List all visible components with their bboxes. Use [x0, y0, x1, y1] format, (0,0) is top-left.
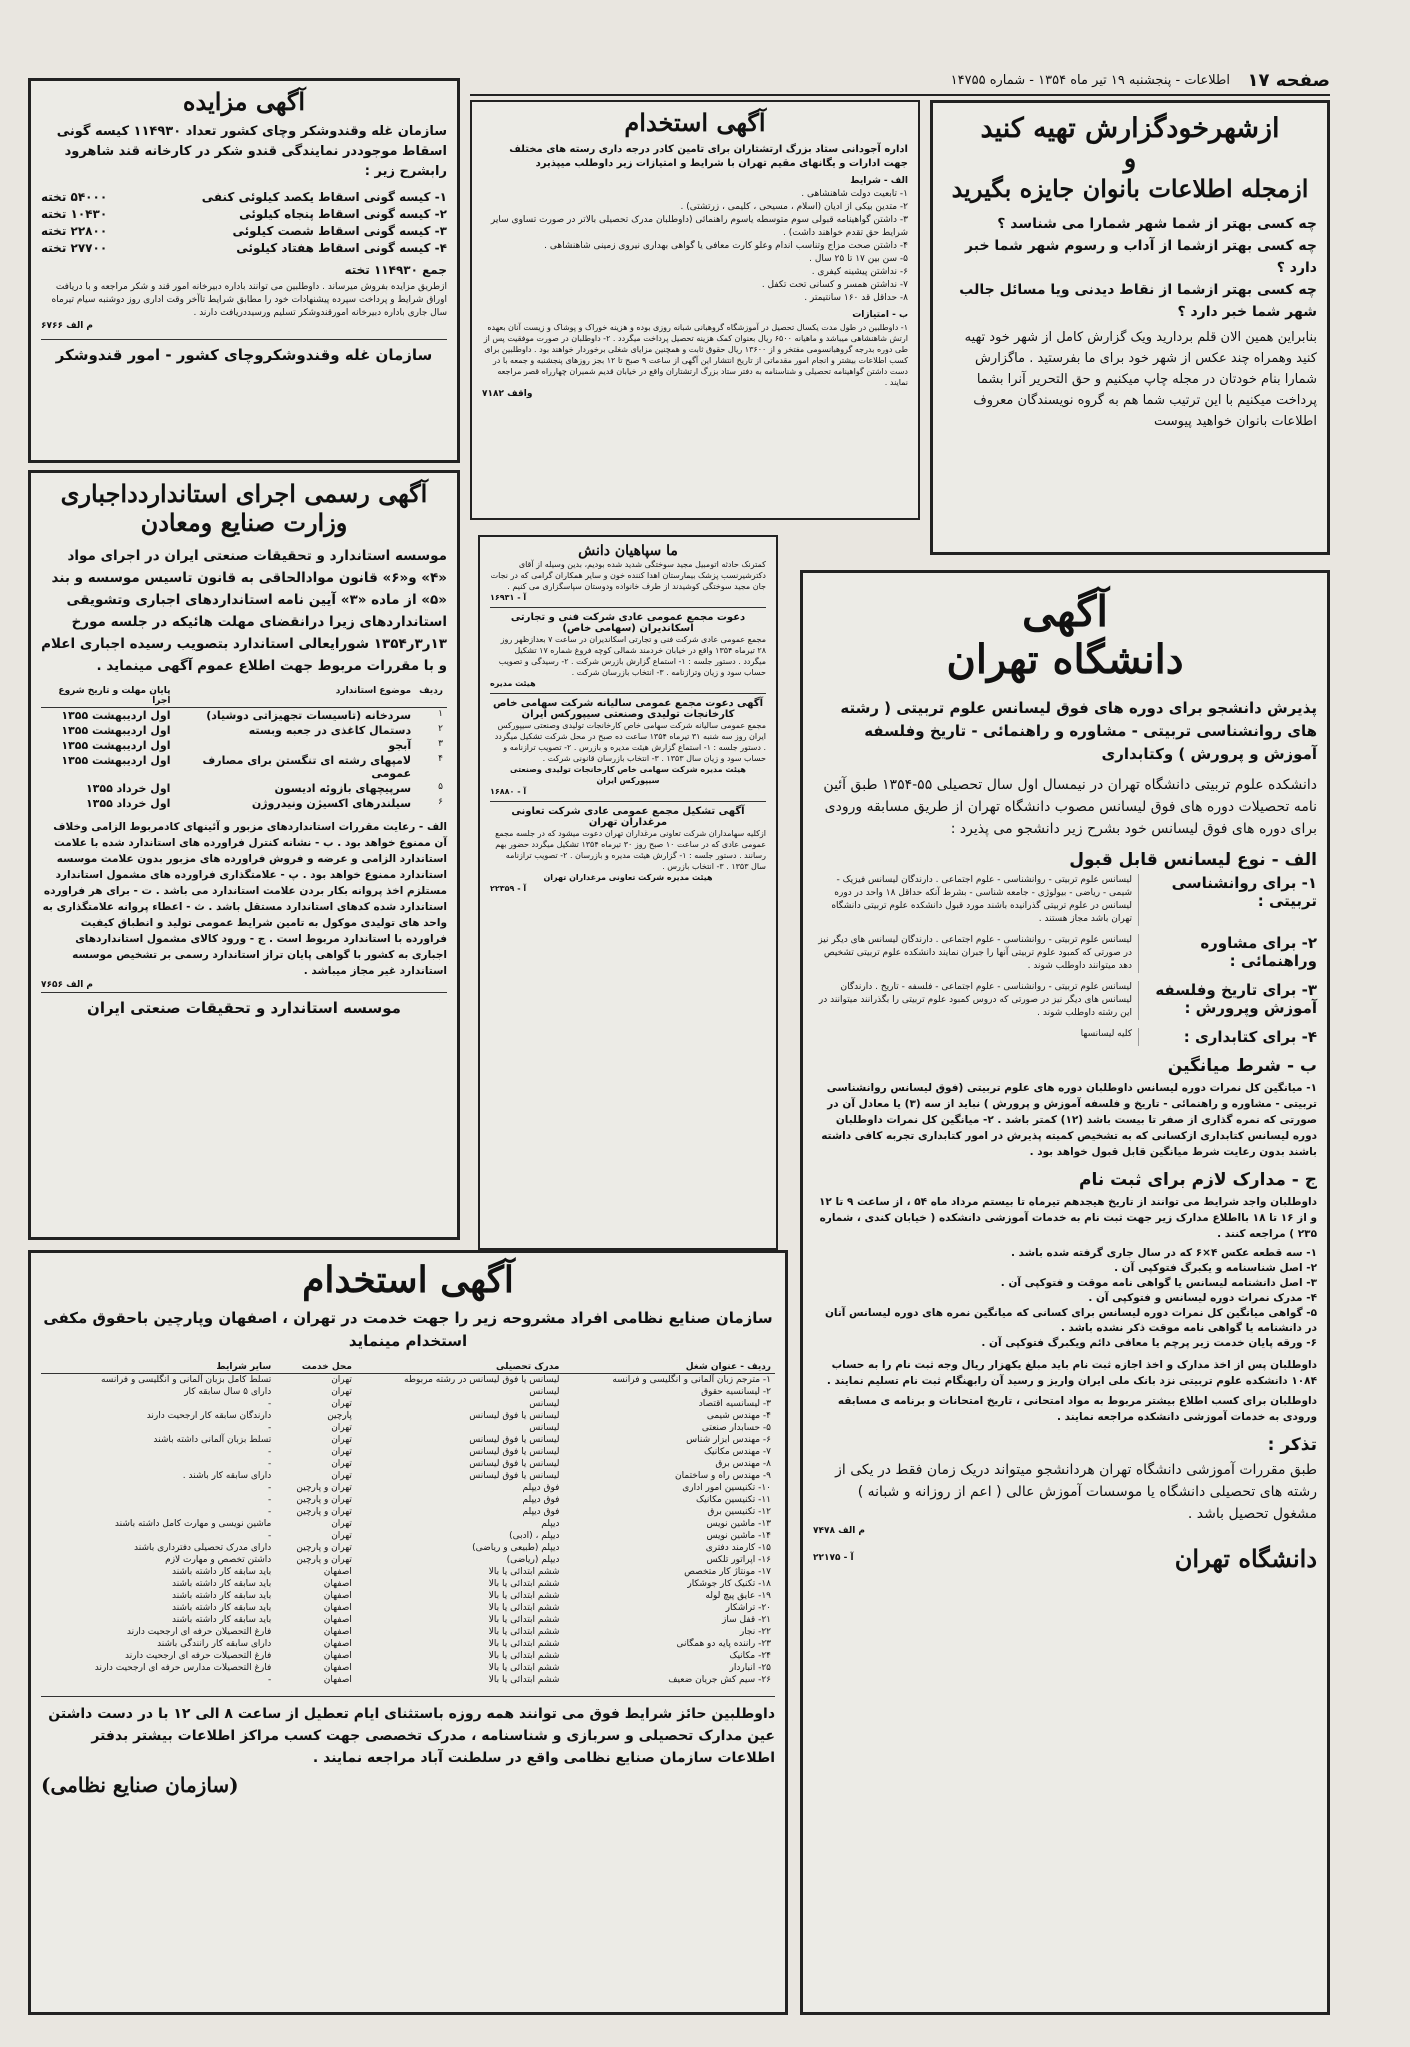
major-item [813, 874, 1317, 926]
table-row [41, 1410, 775, 1422]
cell-job: ۲- لیسانسیه حقوق [701, 1387, 771, 1397]
university-signature: دانشگاه تهران [1174, 1544, 1317, 1573]
cell-other: فارغ التحصیلات حرفه ای ارجحیت دارند [125, 1651, 272, 1661]
col-job: ردیف - عنوان شغل [563, 1361, 775, 1374]
report-contest-ad [930, 100, 1330, 555]
cell-edu: دیپلم [541, 1519, 560, 1529]
cell-job: ۱۱- تکنیسین مکانیک [696, 1495, 771, 1505]
cell-edu: ششم ابتدائی یا بالا [488, 1639, 560, 1649]
standards-title-2: وزارت صنایع ومعادن [140, 508, 348, 537]
auction-title: آگهی مزایده [182, 87, 306, 116]
report-title-2: و [1123, 144, 1137, 174]
cell-job: ۲۰- تراشکار [725, 1603, 771, 1613]
cell-place: تهران و پارچین [296, 1543, 352, 1553]
university-footer [813, 1544, 1317, 1573]
cell-job: ۲۲- نجار [739, 1627, 771, 1637]
page-number: صفحه ۱۷ [1247, 70, 1330, 91]
cell-place: تهران و پارچین [296, 1483, 352, 1493]
university-title-2: دانشگاه تهران [946, 636, 1184, 683]
soldiers-body: کمترنک حادثه اتومبیل مجید سوختگی شدید شده بودیم، بدین وسیله از آقای دکترشیرنسب پزشک بیمارستان اهدا کننده خون و سایر همکاران گرامی که در نجات جان مجید سوختگی کوشیدند از طرف خانواده ودوستان سپاسگزاری می کنیم . [490, 560, 766, 591]
cell-job: ۳- لیسانسیه اقتصاد [698, 1399, 771, 1409]
university-title-1: آگهی [1021, 587, 1109, 636]
table-row: ۴ لامپهای رشته ای تنگستن برای مصارف عمومی اول اردیبهشت ۱۳۵۵ [61, 754, 443, 780]
major-text: لیسانس علوم تربیتی - روانشناسی - علوم اجتماعی . دارندگان لیسانس های دیگر نیز در صورتی که کمبود علوم تربیتی آنها را جبران نمایند دانشکده علوم تربیتی تشخیص دهد میتوانند داوطلب شوند . [813, 934, 1139, 973]
cell-other: - [268, 1447, 272, 1457]
table-row [41, 1638, 775, 1650]
cell-job: ۸- مهندس برق [715, 1459, 771, 1469]
cell-place: تهران [331, 1519, 352, 1529]
cell-other: باید سابقه کار داشته باشند [171, 1603, 272, 1613]
cell-place: اصفهان [323, 1591, 352, 1601]
major-item [813, 1028, 1317, 1046]
table-row [41, 1518, 775, 1530]
table-row: ۵ سرپیچهای بازوئه ادیسون اول خرداد ۱۳۵۵ [85, 782, 443, 795]
cell-other: باید سابقه کار داشته باشند [171, 1567, 272, 1577]
table-row: ۶ سیلندرهای اکسیژن ونیدروژن اول خرداد ۱۳۵۵ [85, 797, 443, 810]
cell-other: - [268, 1483, 272, 1493]
cell-job: ۱- مترجم زبان آلمانی و انگلیسی و فرانسه [612, 1375, 771, 1385]
major-heading: ۱- برای روانشناسی تربیتی : [1171, 874, 1317, 910]
document-item: ۳- اصل دانشنامه لیسانس یا گواهی نامه موقت و فتوکپی آن . [1000, 1277, 1317, 1289]
standards-signature: موسسه استاندارد و تحقیقات صنعتی ایران [41, 992, 447, 1017]
army-conditions-heading: الف - شرایط [850, 176, 908, 186]
report-question-1: چه کسی بهتر از شما شهر شمارا می شناسد ؟ [997, 216, 1317, 232]
standards-title-1: آگهی رسمی اجرای استانداردداجباری [60, 479, 428, 508]
table-row [41, 1482, 775, 1494]
army-condition: ۴- داشتن صحت مزاج وتناسب اندام وعلو کارت معافی یا گواهی بهداری نیروی زمینی شاهنشاهی . [544, 241, 908, 251]
university-lead: پذیرش دانشجو برای دوره های فوق لیسانس علوم تربیتی ( رشته های روانشناسی تربیتی - مشاوره و راهنمائی - تاریخ وفلسفه آموزش و پرورش ) وکتابداری [840, 699, 1317, 763]
cell-other: تسلط کامل بزبان آلمانی و انگلیسی و فرانسه [100, 1375, 272, 1385]
army-condition: ۶- نداشتن پیشینه کیفری . [811, 267, 908, 277]
cell-edu: ششم ابتدائی یا بالا [488, 1579, 560, 1589]
issue-info: اطلاعات - پنجشنبه ۱۹ تیر ماه ۱۳۵۴ - شماره ۱۴۷۵۵ [950, 73, 1230, 88]
military-recruit-intro: سازمان صنایع نظامی افراد مشروحه زیر را جهت خدمت در تهران ، اصفهان وپارچین باحقوق مکفی استخدام مینماید [43, 1309, 773, 1350]
cell-edu: ششم ابتدائی یا بالا [488, 1591, 560, 1601]
table-row [41, 1494, 775, 1506]
jobs-table [41, 1361, 775, 1686]
table-row [41, 1434, 775, 1446]
notice-title: آگهی تشکیل مجمع عمومی عادی شرکت تعاونی مرغداران تهران [511, 806, 745, 828]
cell-edu: دیپلم ، (ادبی) [509, 1531, 560, 1541]
notice-signature: هیئت مدیره [490, 679, 536, 688]
cell-job: ۲۶- سیم کش جریان ضعیف [668, 1675, 771, 1685]
cell-other: دارای ۵ سال سابقه کار [184, 1387, 272, 1397]
cell-other: - [268, 1459, 272, 1469]
document-list [813, 1246, 1317, 1351]
table-row [41, 1542, 775, 1554]
university-intro: دانشکده علوم تربیتی دانشگاه تهران در نیمسال اول سال تحصیلی ۵۵-۱۳۵۴ طبق آئین نامه تحصیلات دوره های فوق لیسانس مصوب دانشگاه تهران از طریق مسابقه ورودی برای دوره های فوق لیسانس خود بشرح زیر دانشجو می پذیرد : [823, 777, 1317, 837]
cell-place: اصفهان [323, 1675, 352, 1685]
note-text: طبق مقررات آموزشی دانشگاه تهران هردانشجو میتواند دریک زمان فقط در یکی از رشته های تحصیلی دانشگاه یا موسسات آموزش عالی ( اعم از روزانه و شبانه ) مشغول تحصیل باشد . [835, 1462, 1317, 1522]
cell-job: ۱۳- ماشین نویس [706, 1519, 771, 1529]
table-header-row [41, 685, 447, 708]
section-b-heading: ب - شرط میانگین [1167, 1056, 1317, 1076]
cell-place: تهران [331, 1447, 352, 1457]
military-recruit-body: داوطلبین حائز شرایط فوق می توانند همه روزه باستثنای ایام تعطیل از ساعت ۸ الی ۱۲ با در دست داشتن عین مدارک تحصیلی و سربازی و شناسنامه ، مدرک تخصصی جهت کسب مراکز اطلاعات بیشتر بدفتر اطلاعات سازمان صنایع نظامی واقع در سلطنت آباد مراجعه نمایند . [41, 1696, 775, 1769]
army-condition: ۸- حداقل قد ۱۶۰ سانتیمتر . [804, 293, 908, 303]
cell-edu: لیسانس یا فوق لیسانس [469, 1459, 560, 1469]
table-header-row [41, 1361, 775, 1374]
cell-other: فارغ التحصیلات مدارس حرفه ای ارجحیت دارند [94, 1663, 272, 1673]
col-location: محل خدمت [275, 1361, 356, 1374]
cell-edu: دیپلم (ریاضی) [506, 1555, 560, 1565]
cell-place: تهران [331, 1423, 352, 1433]
auction-item: ۳- کیسه گونی اسقاط شصت کیلوئی ۲۲۸۰۰ تخته [41, 224, 447, 238]
auction-total: جمع ۱۱۴۹۳۰ تخته [344, 263, 447, 277]
cell-other: تسلط بزبان آلمانی داشته باشند [153, 1435, 272, 1445]
cell-job: ۲۳- راننده پایه دو همگانی [676, 1639, 771, 1649]
army-condition: ۳- داشتن گواهینامه قبولی سوم متوسطه یاسوم راهنمائی (داوطلبان مدرک تحصیلی بالاتر در صورت تساوی سایر شرایط حق تقدم خواهند داشت) . [490, 215, 908, 238]
notice-title: آگهی دعوت مجمع عمومی سالیانه شرکت سهامی خاص کارخانجات تولیدی وصنعتی سیپورکس ایران [492, 698, 764, 720]
cell-place: تهران و پارچین [296, 1507, 352, 1517]
cell-other: - [268, 1423, 272, 1433]
cell-job: ۱۷- مونتاژ کار متخصص [684, 1567, 771, 1577]
table-row: ۲ دستمال کاغذی در جعبه وبسته اول اردیبهشت ۱۳۵۵ [61, 724, 443, 737]
table-row [41, 1386, 775, 1398]
cell-edu: فوق دیپلم [522, 1483, 560, 1493]
col-education: مدرک تحصیلی [356, 1361, 564, 1374]
auction-item-list [41, 190, 447, 255]
university-ad [800, 570, 1330, 2015]
notice-body: ازکلیه سهامداران شرکت تعاونی مرغداران تهران دعوت میشود که در جلسه مجمع عمومی عادی که در ساعت ۱۰ صبح روز ۳۰ تیرماه ۱۳۵۴ تشکیل میگردد حضور بهم رسانند . دستور جلسه : ۱- گزارش هیئت مدیره و بازرسان . ۲- تصویب ترازنامه سال ۱۳۵۳ . ۳- انتخاب بازرس . [495, 829, 766, 871]
cell-other: - [268, 1675, 272, 1685]
notices-column [478, 535, 778, 1250]
cell-edu: لیسانس یا فوق لیسانس [469, 1471, 560, 1481]
standards-rules: الف - رعایت مقررات استانداردهای مزبور و آئینهای کادمربوط الزامی وخلاف آن ممنوع خواهد بود . ب - نشانه کنترل فراورده های استاندارد شده با علامت استاندارد الزامی و عرضه و فروش فراورده های مزبور بدون علامت موسسه استاندارد ممنوع خواهد بود . پ - علامتگذاری فراورده های مشمول استاندارد مستلزم اخذ پروانه بکار بردن علامت استاندارد می باشد . ت - برای هر فراورده استاندارد شده کدهای استاندارد مستقل باشد . ث - اعطاء پروانه علامتگذاری به واحد های تولیدی موکول به تامین شرایط عمومی تولید و انطباق کیفیت فراورده با استاندارد مربوط است . ج - ورود کالای مشمول استانداردهای اجباری به کشور با گواهی پایان تراز استاندارد رسمی بر تشخیص موسسه استاندارد غیر مجاز میباشد . [42, 821, 447, 977]
table-row [41, 1590, 775, 1602]
cell-edu: لیسانس یا فوق لیسانس [469, 1435, 560, 1445]
cell-place: تهران و پارچین [296, 1495, 352, 1505]
cell-place: اصفهان [323, 1627, 352, 1637]
extra-text: داوطلبان برای کسب اطلاع بیشتر مربوط به مواد امتحانی ، تاریخ امتحانات و برنامه ی مسابقه ورودی به خدمات آموزشی دانشکده مراجعه نمایند . [837, 1395, 1317, 1423]
cell-other: داشتن تخصص و مهارت لازم [165, 1555, 272, 1565]
cell-job: ۷- مهندس مکانیک [703, 1447, 771, 1457]
table-row [41, 1602, 775, 1614]
cell-job: ۶- مهندس ابزار شناس [686, 1435, 771, 1445]
cell-edu: ششم ابتدائی یا بالا [488, 1663, 560, 1673]
cell-job: ۲۱- قفل ساز [722, 1615, 771, 1625]
registration-text: داوطلبان واجد شرایط می توانند از تاریخ هیجدهم تیرماه تا بیستم مرداد ماه ۵۴ ، از ساعت ۹ تا ۱۲ و از ۱۶ تا ۱۸ بااطلاع مدارک زیر جهت ثبت نام به خدمات آموزشی دانشکده ( خیابان کندی ، شماره ۲۳۵ ) مراجعه کنند . [818, 1196, 1317, 1240]
cell-job: ۵- حسابدار صنعتی [701, 1423, 771, 1433]
notice-code: آ - ۱۶۸۸۰ [490, 787, 527, 796]
table-row [41, 1446, 775, 1458]
table-row [41, 1554, 775, 1566]
army-condition: ۱- تابعیت دولت شاهنشاهی . [801, 189, 908, 199]
section-c-heading: ج - مدارک لازم برای ثبت نام [1079, 1170, 1317, 1190]
document-item: ۴- مدرک نمرات دوره لیسانس و فتوکپی آن . [1088, 1292, 1317, 1304]
cell-job: ۴- مهندس شیمی [706, 1411, 771, 1421]
cell-place: اصفهان [323, 1579, 352, 1589]
cell-other: دارای سابقه کار رانندگی باشند [157, 1639, 272, 1649]
auction-code: م الف ۶۷۶۶ [41, 321, 94, 331]
major-heading: ۲- برای مشاوره وراهنمائی : [1200, 934, 1317, 970]
cell-place: تهران [331, 1399, 352, 1409]
table-row [41, 1626, 775, 1638]
table-row [41, 1566, 775, 1578]
cell-other: باید سابقه کار داشته باشند [171, 1615, 272, 1625]
notice-signature: هیئت مدیره شرکت سهامی خاص کارخانجات تولیدی وصنعتی سیپورکس ایران [510, 765, 746, 785]
jobs-table-body [41, 1374, 775, 1687]
army-benefits: ۱- داوطلبین در طول مدت یکسال تحصیل در آموزشگاه گروهبانی شبانه روزی بوده و هزینه خوراک و پوشاک و زیست آنان بعهده ارتش شاهنشاهی میباشد و ماهیانه ۶۵۰۰ ریال بعنوان کمک هزینه تحصیل پرداخت میگردد . ۲- داوطلبان در صورت موفقیت پس از طی دوره بدرجه گروهبانسومی مفتخر و از ۱۳۶۰۰ ریال حقوق ثابت و همچنین مزایای شغلی برخوردار خواهند بود . داوطلبین برای کسب اطلاعات بیشتر و انجام امور مقدماتی از تاریخ انتشار این آگهی از ساعت ۹ صبح تا ۱۲ بجز روزهای پنجشنبه و جمعه با در دست داشتن گواهینامه تحصیلی و شناسنامه به دفتر ستاد بزرگ ارتشتاران واقع در خیابان قدیم شمیران چهارراه قصر مراجعه نمایند . [483, 323, 908, 387]
cell-place: تهران [331, 1387, 352, 1397]
cell-job: ۱۴- ماشین نویس [706, 1531, 771, 1541]
cell-edu: لیسانس [529, 1399, 560, 1409]
army-recruit-intro: اداره آجودانی ستاد بزرگ ارتشتاران برای تامین کادر درجه داری رسته های مختلف جهت ادارات و یگانهای مقیم تهران با شرایط و امتیازات زیر داوطلب میپذیرد [509, 144, 908, 169]
report-question-3: چه کسی بهتر ازشما از نقاط دیدنی ویا مسائل جالب شهر شما خبر دارد ؟ [959, 282, 1317, 320]
table-row [41, 1650, 775, 1662]
section-a-heading: الف - نوع لیسانس قابل قبول [1069, 850, 1317, 870]
standards-table [41, 685, 447, 811]
table-row: ۱ سردخانه (تاسیسات تجهیزاتی دوشیاد) اول اردیبهشت ۱۳۵۵ [61, 709, 443, 722]
university-code-1: م الف ۷۴۷۸ [813, 1526, 866, 1536]
cell-edu: لیسانس یا فوق لیسانس [469, 1411, 560, 1421]
cell-other: - [268, 1507, 272, 1517]
military-recruit-signature: (سازمان صنایع نظامی) [41, 1773, 239, 1797]
cell-job: ۲۴- مکانیک [729, 1651, 771, 1661]
table-row [41, 1374, 775, 1387]
cell-place: تهران [331, 1459, 352, 1469]
army-benefits-heading: ب - امتیازات [852, 310, 908, 320]
table-row [41, 1506, 775, 1518]
cell-edu: لیسانس یا فوق لیسانس [469, 1447, 560, 1457]
cell-edu: لیسانس یا فوق لیسانس در رشته مربوطه [404, 1375, 560, 1385]
major-heading: ۳- برای تاریخ وفلسفه آموزش وپرورش : [1155, 981, 1317, 1017]
cell-edu: ششم ابتدائی یا بالا [488, 1603, 560, 1613]
army-recruit-title: آگهی استخدام [624, 108, 766, 137]
auction-body: ازطریق مزایده بفروش میرساند . داوطلبین می توانند باداره دبیرخانه امور قند و شکر مراجعه و با دریافت اوراق شرایط و پرداخت سپرده پیشنهادات خود را مطابق شرایط تاآخر وقت اداری روز دوشنبه سیام تیرماه سال جاری باداره دبیرخانه امورقندوشکر تسلیم ورسیددریافت دارند . [51, 282, 447, 318]
col-deadline: پایان مهلت و تاریخ شروع اجرا [41, 685, 174, 708]
auction-intro: سازمان غله وقندوشکر وچای کشور تعداد ۱۱۴۹۳۰ کیسه گونی اسقاط موجوددر نمایندگی قندو شکر در کارخانه قند شاهرود رابشرح زیر : [56, 124, 447, 179]
report-body: بنابراین همین الان قلم بردارید ویک گزارش کامل از شهر خود تهیه کنید وهمراه چند عکس از شهر خود برای ما بفرستید . ماگزارش شمارا بنام خودتان در مجله چاپ میکنیم و حق التحریر آنرا بشما پرداخت میکنیم با این ترتیب شما هم به گروه نویسندگان معروف اطلاعات بانوان خواهید پیوست [964, 330, 1317, 429]
cell-edu: ششم ابتدائی یا بالا [488, 1651, 560, 1661]
cell-place: اصفهان [323, 1639, 352, 1649]
col-row: ردیف [415, 685, 447, 708]
cell-edu: لیسانس [529, 1387, 560, 1397]
notice-signature: هیئت مدیره شرکت تعاونی مرغداران تهران [543, 873, 713, 882]
report-title-3: ازمجله اطلاعات بانوان جایزه بگیرید [951, 174, 1309, 203]
cell-place: اصفهان [323, 1615, 352, 1625]
military-industries-ad [28, 1250, 788, 2015]
cell-edu: دیپلم (طبیعی و ریاضی) [472, 1543, 560, 1553]
soldiers-title: ما سپاهیان دانش [578, 543, 678, 559]
notice-title: دعوت مجمع عمومی عادی شرکت فنی و تجارتی اسکاندیران (سهامی خاص) [510, 612, 746, 634]
army-condition: ۵- سن بین ۱۷ تا ۲۵ سال . [809, 254, 908, 264]
fee-text: داوطلبان پس از اخذ مدارک و اخذ اجازه ثبت نام باید مبلغ یکهزار ریال وجه ثبت نام را به حساب ۱۰۸۴ دانشکده علوم تربیتی نزد بانک ملی ایران واریز و رسید آن رابهنگام ثبت نام تسلیم نمایند . [826, 1359, 1317, 1387]
document-item: ۵- گواهی میانگین کل نمرات دوره لیسانس برای کسانی که میانگین نمره های دوره لیسانس آنان در دانشنامه یا گواهی نامه موقت ذکر نشده باشد . [824, 1307, 1317, 1334]
cell-other: - [268, 1531, 272, 1541]
table-row [41, 1662, 775, 1674]
table-row [41, 1422, 775, 1434]
cell-other: باید سابقه کار داشته باشند [171, 1579, 272, 1589]
cell-edu: لیسانس [529, 1423, 560, 1433]
major-text: لیسانس علوم تربیتی - روانشناسی - علوم اجتماعی - فلسفه - تاریخ . دارندگان لیسانس های دیگر نیز در صورتی که دروس کمبود علوم تربیتی را بگذرانند میتوانند در این رشته داوطلب شوند . [813, 981, 1139, 1020]
document-item: ۱- سه قطعه عکس ۴×۶ که در سال جاری گرفته شده باشد . [1010, 1247, 1317, 1259]
col-other: سایر شرایط [41, 1361, 275, 1374]
major-heading: ۴- برای کتابداری : [1183, 1028, 1317, 1046]
major-item [813, 981, 1317, 1020]
table-row [41, 1614, 775, 1626]
report-question-2: چه کسی بهتر ازشما از آداب و رسوم شهر شما خبر دارد ؟ [965, 238, 1317, 276]
col-subject: موضوع استاندارد [174, 685, 415, 708]
table-row [41, 1530, 775, 1542]
university-code-2: آ - ۲۲۱۷۵ [813, 1553, 854, 1563]
cell-job: ۱۵- کارمند دفتری [705, 1543, 771, 1553]
report-title-1: ازشهرخودگزارش تهیه کنید [980, 113, 1280, 144]
cell-other: - [268, 1495, 272, 1505]
cell-job: ۱۲- تکنیسین برق [707, 1507, 771, 1517]
army-recruit-code: واقف ۷۱۸۲ [482, 389, 533, 399]
notice-body: مجمع عمومی عادی شرکت فنی و تجارتی اسکاندیران در ساعت ۷ بعدازظهر روز ۲۸ تیرماه ۱۳۵۴ واقع در خیابان خردمند شمالی کوچه فروغ شماره ۱۷ تشکیل میگردد . دستور جلسه : ۱- استماع گزارش بازرس شرکت . ۲- رسیدگی و تصویب حساب سود و زیان وترازنامه . ۳- انتخاب بازرسان شرکت . [498, 635, 766, 677]
cell-job: ۱۸- تکنیک کار جوشکار [687, 1579, 771, 1589]
cell-edu: ششم ابتدائی یا بالا [488, 1627, 560, 1637]
cell-job: ۹- مهندس راه و ساختمان [675, 1471, 771, 1481]
cell-other: دارای سابقه کار باشند . [182, 1471, 272, 1481]
table-row [41, 1578, 775, 1590]
cell-job: ۲۵- انباردار [729, 1663, 771, 1673]
page-header [470, 68, 1330, 96]
cell-edu: ششم ابتدائی یا بالا [488, 1567, 560, 1577]
cell-edu: فوق دیپلم [522, 1507, 560, 1517]
table-row [41, 1398, 775, 1410]
standards-ad [28, 470, 460, 1240]
document-item: ۶- ورقه پایان خدمت زیر پرچم یا معافی دائم ویکبرگ فتوکپی آن . [981, 1337, 1317, 1349]
major-text: کلیه لیسانسها [813, 1028, 1139, 1046]
major-item [813, 934, 1317, 973]
army-recruit-ad [470, 100, 920, 520]
cell-place: اصفهان [323, 1651, 352, 1661]
auction-ad [28, 78, 460, 463]
cell-other: دارندگان سابقه کار ارجحیت دارند [146, 1411, 272, 1421]
cell-other: دارای مدرک تحصیلی دفترداری باشند [134, 1543, 272, 1553]
cell-place: تهران [331, 1375, 352, 1385]
cell-other: فارغ التحصیلان حرفه ای ارجحیت دارند [126, 1627, 272, 1637]
auction-item: ۴- کیسه گونی اسقاط هفتاد کیلوئی ۲۷۷۰۰ تخته [41, 241, 447, 255]
auction-item: ۱- کیسه گونی اسقاط یکصد کیلوئی کنفی ۵۴۰۰۰ تخته [41, 190, 447, 204]
cell-place: تهران [331, 1435, 352, 1445]
table-row: ۳ آبجو اول اردیبهشت ۱۳۵۵ [61, 739, 443, 752]
notice-code: آ - ۲۲۳۵۹ [490, 884, 527, 893]
cell-edu: ششم ابتدائی یا بالا [488, 1615, 560, 1625]
cell-job: ۱۰- تکنیسین امور اداری [682, 1483, 771, 1493]
cell-other: باید سابقه کار داشته باشند [171, 1591, 272, 1601]
auction-item: ۲- کیسه گونی اسقاط پنجاه کیلوئی ۱۰۴۳۰ تخته [41, 207, 447, 221]
document-item: ۲- اصل شناسنامه و یکبرگ فتوکپی آن . [1114, 1262, 1317, 1274]
cell-place: اصفهان [323, 1603, 352, 1613]
notice-body: مجمع عمومی سالیانه شرکت سهامی خاص کارخانجات تولیدی وصنعتی سیپورکس ایران روز سه شنبه ۳۱ تیرماه ۱۳۵۴ ساعت ده صبح در محل شرکت تشکیل میگردد . دستور جلسه : ۱- استماع گزارش هیئت مدیره و بازرس . ۲- تصویب ترازنامه و حساب سود و زیان سال ۱۳۵۳ . ۳- انتخاب بازرسان قانونی شرکت . [494, 721, 766, 763]
cell-job: ۱۶- اپراتور تلکس [706, 1555, 771, 1565]
table-row [41, 1674, 775, 1686]
cell-place: تهران [331, 1471, 352, 1481]
army-condition-list [482, 188, 908, 305]
cell-place: اصفهان [323, 1567, 352, 1577]
cell-other: ماشین نویسی و مهارت کامل داشته باشند [114, 1519, 272, 1529]
cell-edu: ششم ابتدائی یا بالا [488, 1675, 560, 1685]
note-heading: تذکر : [1267, 1435, 1317, 1455]
army-condition: ۷- نداشتن همسر و کسانی تحت تکفل . [761, 280, 908, 290]
cell-other: - [268, 1399, 272, 1409]
average-text: ۱- میانگین کل نمرات دوره لیسانس داوطلبان دوره های علوم تربیتی (فوق لیسانس روانشناسی تربیتی - مشاوره و راهنمائی - تاریخ و فلسفه آموزش و پرورش ) نباید از سه (۳) یا معادل آن در صورتی که نمره گذاری از صفر تا بیست باشد (۱۲) کمتر باشد . ۲- میانگین کل نمرات داوطلبان دوره لیسانس کتابداری ازکسانی که به تشخیص کمیته پذیرش در امور کتابداری تجربه کافی داشته باشند بدون رعایت شرط میانگین قابل قبول خواهد بود . [821, 1082, 1317, 1158]
cell-edu: فوق دیپلم [522, 1495, 560, 1505]
army-condition: ۲- متدین بیکی از ادیان (اسلام ، مسیحی ، کلیمی ، زرتشتی) . [680, 202, 908, 212]
standards-code: م الف ۷۶۵۶ [41, 980, 94, 990]
military-recruit-title: آگهی استخدام [302, 1259, 514, 1301]
table-row [41, 1470, 775, 1482]
table-row [41, 1458, 775, 1470]
standards-intro: موسسه استاندارد و تحقیقات صنعتی ایران در اجرای مواد «۴» و«۶» قانون موادالحاقی به قانون تاسیس موسسه و بند «۵» از ماده «۳» آیین نامه استانداردهای اجباری وتشویقی استانداردهای زیرا درانقضای مهلت هائیکه در جلسه مورخ ۱۳ر۳ر۱۳۵۴ شورایعالی استاندارد بتصویب رسیده اجباری اعلام و با مقررات مربوط جهت اطلاع عموم آگهی مینماید . [41, 548, 447, 674]
soldiers-code: آ - ۱۶۹۳۱ [490, 593, 527, 602]
cell-place: اصفهان [323, 1663, 352, 1673]
cell-place: پارچین [327, 1411, 352, 1421]
cell-place: تهران [331, 1531, 352, 1541]
auction-signature: سازمان غله وقندوشکروچای کشور - امور قندوشکر [41, 339, 447, 364]
major-text: لیسانس علوم تربیتی - روانشناسی - علوم اجتماعی . دارندگان لیسانس فیزیک - شیمی - ریاضی - بیولوژی - جامعه شناسی - بشرط آنکه حداقل ۱۸ واحد در دوره لیسانس در علوم تربیتی گذرانیده باشند مورد قبول دانشکده علوم تربیتی دانشگاه تهران باشد مجاز هستند . [813, 874, 1139, 926]
cell-job: ۱۹- عایق پیچ لوله [705, 1591, 771, 1601]
cell-place: تهران و پارچین [296, 1555, 352, 1565]
